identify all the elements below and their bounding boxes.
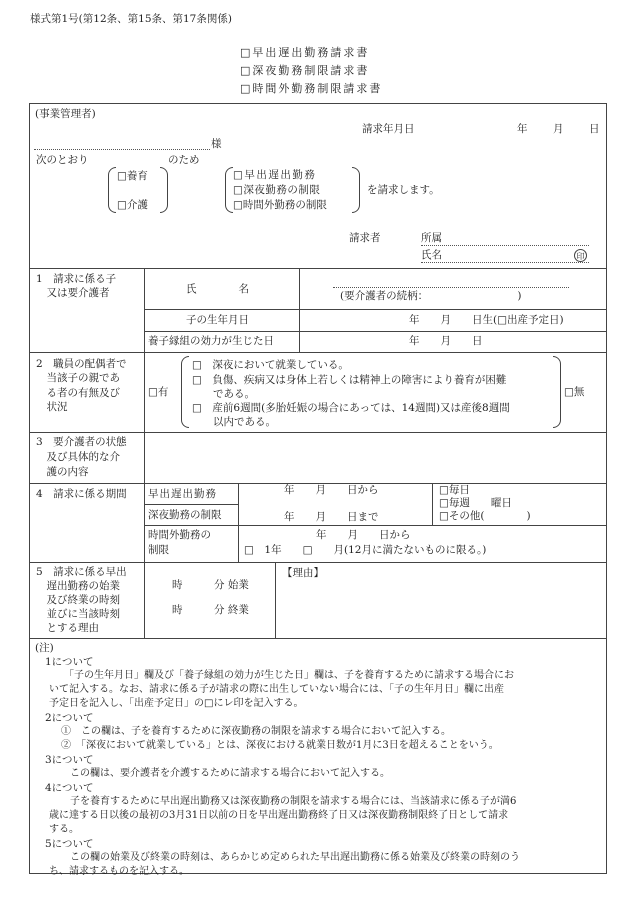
checkbox-type-night[interactable]: □深夜勤務の制限 [233, 184, 321, 196]
sec3-label-2: 及び具体的な介 [36, 451, 120, 463]
sec1-birth-label: 子の生年月日 [186, 314, 249, 326]
sec5-end[interactable]: 時 分 終業 [172, 604, 249, 616]
sec1-name-field[interactable] [333, 287, 569, 288]
divider [29, 352, 607, 353]
note-5-text: この欄の始業及び終業の時刻は、あらかじめ定められた早出遅出勤務に係る始業及び終業の時刻のう [70, 852, 520, 863]
note-3-text: この欄は、要介護者を介護するために請求する場合において記入する。 [70, 768, 390, 779]
sec1-name-label: 氏 名 [186, 283, 249, 295]
sec4-row2: 深夜勤務の制限 [148, 509, 222, 521]
sec4-option-other[interactable]: □その他( ) [439, 510, 531, 522]
divider [238, 483, 239, 562]
sec2-label-4: 状況 [36, 401, 68, 413]
note-5-text-2: ち、請求するものを記入する。 [49, 866, 189, 877]
sec1-adoption-value[interactable]: 年 月 日 [409, 335, 483, 347]
sec4-label: 4 請求に係る期間 [36, 488, 127, 500]
title-night-limit: □深夜勤務制限請求書 [240, 64, 370, 77]
note-1-heading: 1について [45, 656, 94, 668]
sec1-birth-value[interactable]: 年 月 日生(□出産予定日) [409, 314, 564, 326]
addressee-field[interactable] [34, 149, 210, 150]
sec4-ot-options[interactable]: □ 1年 □ 月(12月に満たないものに限る。) [244, 544, 487, 556]
sec1-relation: (要介護者の続柄： ) [340, 290, 522, 302]
seal-mark: 印 [574, 249, 587, 262]
note-5-heading: 5について [45, 838, 94, 850]
note-1-text-3: 予定日を記入し、「出産予定日」の□にレ印を記入する。 [49, 698, 304, 709]
sec5-start[interactable]: 時 分 始業 [172, 579, 249, 591]
sec3-label-1: 3 要介護者の状態 [36, 436, 127, 448]
note-4-text-3: する。 [49, 824, 79, 835]
addressee-label: (事業管理者) [35, 108, 96, 120]
sec4-row1: 早出遅出勤務 [148, 488, 217, 500]
divider [144, 268, 145, 638]
divider [275, 562, 276, 638]
dept-label: 所属 [421, 232, 442, 244]
sec4-option-daily[interactable]: □毎日 [439, 484, 470, 496]
title-overtime-limit: □時間外勤務制限請求書 [240, 82, 383, 95]
sec4-from[interactable]: 年 月 日から [284, 484, 379, 496]
paren-right [553, 356, 561, 428]
divider [29, 562, 607, 563]
note-2-b: ② 「深夜において就業している」とは、深夜における就業日数が1月に3日を超えることをいう。 [61, 740, 499, 751]
note-4-text-2: 歳に達する日以後の最初の3月31日以前の日を早出遅出勤務終了日又は深夜勤務制限終了日として請求 [49, 810, 509, 821]
sec5-label-3: 及び終業の時刻 [36, 594, 120, 606]
divider [29, 268, 607, 269]
sec4-ot-from[interactable]: 年 月 日から [316, 529, 411, 541]
divider [29, 638, 607, 639]
checkbox-type-early-late[interactable]: □早出遅出勤務 [233, 169, 317, 181]
sec2-no[interactable]: □無 [564, 386, 585, 398]
sec1-adoption-label: 養子縁組の効力が生じた日 [148, 335, 274, 347]
sec1-label-1: 1 請求に係る子 [36, 273, 117, 285]
sec2-item-2b: である。 [192, 388, 255, 400]
divider [29, 432, 607, 433]
divider [299, 268, 300, 352]
title-early-late: □早出遅出勤務請求書 [240, 46, 370, 59]
sama-label: 様 [211, 138, 222, 150]
divider [432, 483, 433, 525]
name-field[interactable] [421, 262, 589, 263]
checkbox-type-overtime[interactable]: □時間外勤務の制限 [233, 199, 327, 211]
note-1-text-2: いて記入する。なお、請求に係る子が請求の際に出生していない場合には、「子の生年月日」欄に出産 [49, 684, 504, 695]
sec2-label-3: る者の有無及び [36, 387, 120, 399]
note-2-a: ① この欄は、子を養育するために深夜勤務の制限を請求する場合において記入する。 [61, 726, 451, 737]
sec5-label-5: とする理由 [36, 622, 99, 634]
sec2-item-2[interactable]: □ 負傷、疾病又は身体上若しくは精神上の障害により養育が困難 [192, 374, 507, 386]
sec5-reason-label: 【理由】 [282, 567, 324, 579]
note-1-text: 「子の生年月日」欄及び「養子縁組の効力が生じた日」欄は、子を養育するために請求する場合にお [64, 670, 514, 681]
following-label: 次のとおり [36, 154, 89, 166]
sec1-label-2: 又は要介護者 [36, 287, 110, 299]
sec5-label-2: 遅出勤務の始業 [36, 580, 120, 592]
sec2-item-3b: 以内である。 [192, 416, 276, 428]
divider [144, 504, 238, 505]
divider [144, 525, 607, 526]
paren-right [160, 167, 168, 213]
paren-left [181, 356, 189, 428]
checkbox-rearing[interactable]: □養育 [117, 170, 148, 182]
paren-left [225, 167, 233, 213]
sec2-yes[interactable]: □有 [148, 386, 169, 398]
sec4-to[interactable]: 年 月 日まで [284, 511, 379, 523]
sec2-item-3[interactable]: □ 産前6週間(多胎妊娠の場合にあっては、14週間)又は産後8週間 [192, 402, 510, 414]
note-2-heading: 2について [45, 712, 94, 724]
checkbox-care[interactable]: □介護 [117, 199, 148, 211]
sec4-option-weekly[interactable]: □毎週 曜日 [439, 497, 512, 509]
for-purpose-label: のため [168, 154, 200, 166]
dept-field[interactable] [421, 245, 589, 246]
request-suffix: を請求します。 [367, 184, 440, 196]
year-label: 年 [517, 123, 528, 135]
name-label: 氏名 [421, 249, 442, 261]
divider [144, 331, 607, 332]
note-4-heading: 4について [45, 782, 94, 794]
sec3-content-field[interactable] [148, 438, 603, 480]
sec2-label-2: 当該子の親であ [36, 372, 120, 384]
day-label: 日 [589, 123, 600, 135]
notes-title: (注) [35, 642, 54, 654]
sec5-label-1: 5 請求に係る早出 [36, 566, 127, 578]
sec4-row3-2: 制限 [148, 544, 169, 556]
month-label: 月 [553, 123, 564, 135]
sec4-row3-1: 時間外勤務の [148, 529, 211, 541]
sec5-label-4: 並びに当該時刻 [36, 608, 120, 620]
note-4-text: 子を養育するために早出遅出勤務又は深夜勤務の制限を請求する場合には、当該請求に係る子が満6 [70, 796, 517, 807]
request-date-label: 請求年月日 [362, 123, 415, 135]
sec3-label-3: 護の内容 [36, 466, 89, 478]
divider [144, 309, 607, 310]
paren-right [352, 167, 360, 213]
sec2-label-1: 2 職員の配偶者で [36, 358, 127, 370]
note-3-heading: 3について [45, 754, 94, 766]
form-number: 様式第1号(第12条、第15条、第17条関係) [30, 13, 232, 25]
requester-label: 請求者 [349, 232, 381, 244]
paren-left [108, 167, 116, 213]
sec2-item-1[interactable]: □ 深夜において就業している。 [192, 359, 349, 371]
